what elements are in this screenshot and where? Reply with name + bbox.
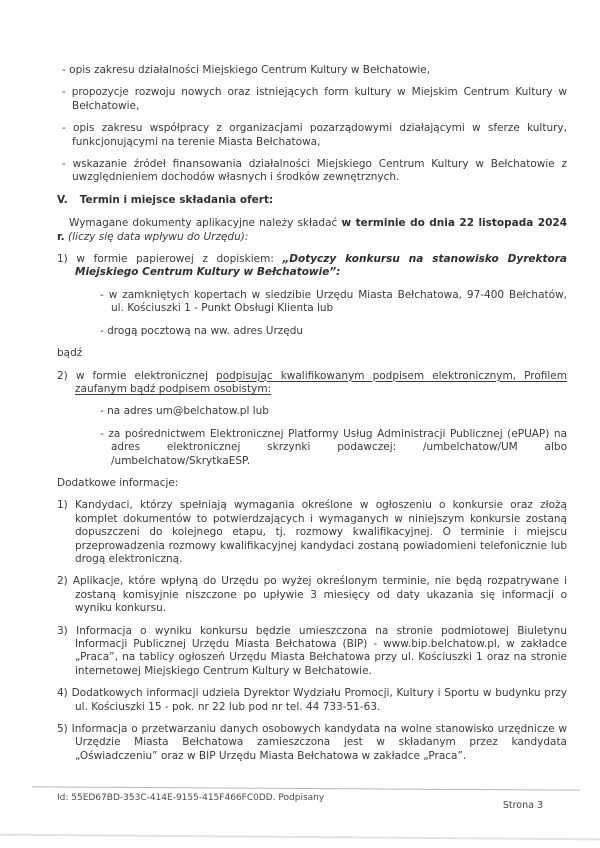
additional-info-heading: Dodatkowe informacje: bbox=[57, 476, 179, 489]
list-item-text: propozycje rozwoju nowych oraz istniejących form kultury w Miejskim Centrum Kultury w Bełchatowie, bbox=[71, 86, 567, 112]
list-item bbox=[62, 158, 567, 185]
item-number: 1) bbox=[57, 499, 68, 512]
document-id-text: Id: 55ED67BD-353C-414E-9155-415F466FC0DD. Podpisany bbox=[57, 793, 325, 803]
item-number: 5) bbox=[57, 723, 68, 736]
list-item bbox=[62, 86, 567, 113]
dash-bullet: - bbox=[100, 324, 104, 337]
dash-bullet: - bbox=[62, 86, 66, 99]
additional-item-2 bbox=[57, 575, 567, 615]
additional-item-1 bbox=[57, 499, 567, 566]
sub-list-item bbox=[100, 428, 567, 468]
connector-word: bądź bbox=[57, 347, 83, 360]
list-item bbox=[62, 122, 567, 149]
additional-item-3 bbox=[57, 625, 567, 679]
sub-list-item bbox=[100, 325, 567, 338]
sub-list-item bbox=[100, 405, 567, 418]
item-text: Informacja o przetwarzaniu danych osobowych kandydata na wolne stanowisko urzędnicze w Urzędzie Miasta Bełchatowa zamieszczona jest w składanym przez kandydata „Oświadczeniu” oraz w BIP Urzędu Miasta Bełchatowa w zakładce „Praca”. bbox=[71, 723, 567, 762]
item-quote: „Dotyczy konkursu na stanowisko Dyrektora Miejskiego Centrum Kultury w Bełchatowie”: bbox=[75, 253, 567, 279]
additional-item-5 bbox=[57, 723, 567, 763]
dash-bullet: - bbox=[100, 427, 104, 440]
section-number: V. bbox=[57, 193, 68, 206]
dash-bullet: - bbox=[62, 64, 66, 76]
dash-bullet: - bbox=[100, 405, 104, 418]
dash-bullet: - bbox=[100, 288, 104, 301]
sub-item-text: w zamkniętych kopertach w siedzibie Urzędu Miasta Bełchatowa, 97-400 Bełchatów, ul. Kościuszki 1 - Punkt Obsługi Klienta lub bbox=[108, 288, 567, 315]
item-number: 2) bbox=[57, 369, 68, 382]
dash-bullet: - bbox=[62, 158, 66, 171]
deadline-text: w terminie do dnia 22 listopada 2024 r. bbox=[57, 217, 567, 243]
item-text: Kandydaci, którzy spełniają wymagania określone w ogłoszeniu o konkursie oraz złożą komplet dokumentów to potwierdzających i wymaganych w niniejszym konkursie zostaną dopuszczeni do kolejnego etapu, tj. rozmowy kwalifikacyjnej. O terminie i miejscu przeprowadzenia rozmowy kwalifikacyjnej kandydaci zostaną powiadomieni telefonicznie lub drogą elektroniczną. bbox=[74, 499, 567, 565]
document-body bbox=[57, 64, 567, 772]
section-heading bbox=[57, 194, 567, 207]
scan-edge-artifact bbox=[0, 834, 600, 841]
list-item-text: wskazanie źródeł finansowania działalności Miejskiego Centrum Kultury w Bełchatowie z uwzględnieniem dochodów własnych i środków zewnętrznych. bbox=[72, 158, 568, 184]
sub-item-text: drogą pocztową na ww. adres Urzędu bbox=[107, 324, 304, 337]
item-number: 1) bbox=[57, 253, 68, 266]
item-underlined-text: podpisując kwalifikowanym podpisem elektronicznym, Profilem zaufanym bądź podpisem osobistym: bbox=[75, 369, 567, 395]
ordered-item-1 bbox=[57, 253, 567, 280]
dash-bullet: - bbox=[62, 122, 66, 135]
item-number: 2) bbox=[57, 575, 68, 588]
sub-list-item bbox=[100, 289, 567, 316]
sub-item-text: za pośrednictwem Elektronicznej Platformy Usług Administracji Publicznej (ePUAP) na adres elektronicznej skrzynki podawczej: /umbelchatow/UM albo /umbelchatow/SkrytkaESP. bbox=[108, 427, 568, 467]
item-text: Dodatkowych informacji udziela Dyrektor Wydziału Promocji, Kultury i Sportu w budynku przy ul. Kościuszki 15 - pok. nr 22 lub pod nr tel. 44 733-51-63. bbox=[71, 687, 567, 713]
list-item-text: opis zakresu działalności Miejskiego Centrum Kultury w Bełchatowie, bbox=[69, 64, 431, 76]
sub-item-text: na adres um@belchatow.pl lub bbox=[107, 405, 269, 418]
item-text: w formie elektronicznej bbox=[75, 369, 217, 382]
item-number: 4) bbox=[57, 687, 68, 700]
page-footer bbox=[57, 793, 543, 811]
intro-paragraph bbox=[57, 217, 567, 244]
additional-item-4 bbox=[57, 687, 567, 714]
section-title: Termin i miejsce składania ofert: bbox=[79, 193, 274, 206]
list-item bbox=[62, 64, 567, 77]
item-text: Informacja o wyniku konkursu będzie umieszczona na stronie podmiotowej Biuletynu Informacji Publicznej Urzędu Miasta Bełchatowa (BIP) - www.bip.belchatow.pl, w zakładce „Praca”, na tablicy ogłoszeń Urzędu Miasta Bełchatowa przy ul. Kościuszki 1 oraz na stronie internetowej Miejskiego Centrum Kultury w Bełchatowie. bbox=[75, 624, 567, 677]
list-item-text: opis zakresu współpracy z organizacjami pozarządowymi działającymi w sferze kultury, funkcjonującymi na terenie Miasta Bełchatowa, bbox=[72, 122, 567, 148]
item-text: Aplikacje, które wpłyną do Urzędu po wyżej określonym terminie, nie będą rozpatrywane i zostaną komisyjnie niszczone po upływie 3 miesięcy od daty ukazania się informacji o wyniku konkursu. bbox=[72, 575, 567, 615]
footer-separator-line bbox=[32, 786, 580, 790]
ordered-item-2 bbox=[57, 370, 567, 397]
item-text: w formie papierowej z dopiskiem: bbox=[76, 253, 283, 266]
item-number: 3) bbox=[57, 624, 68, 637]
page-number: Strona 3 bbox=[502, 800, 543, 811]
intro-text: Wymagane dokumenty aplikacyjne należy składać bbox=[69, 217, 342, 230]
intro-note: (liczy się data wpływu do Urzędu): bbox=[64, 230, 249, 243]
